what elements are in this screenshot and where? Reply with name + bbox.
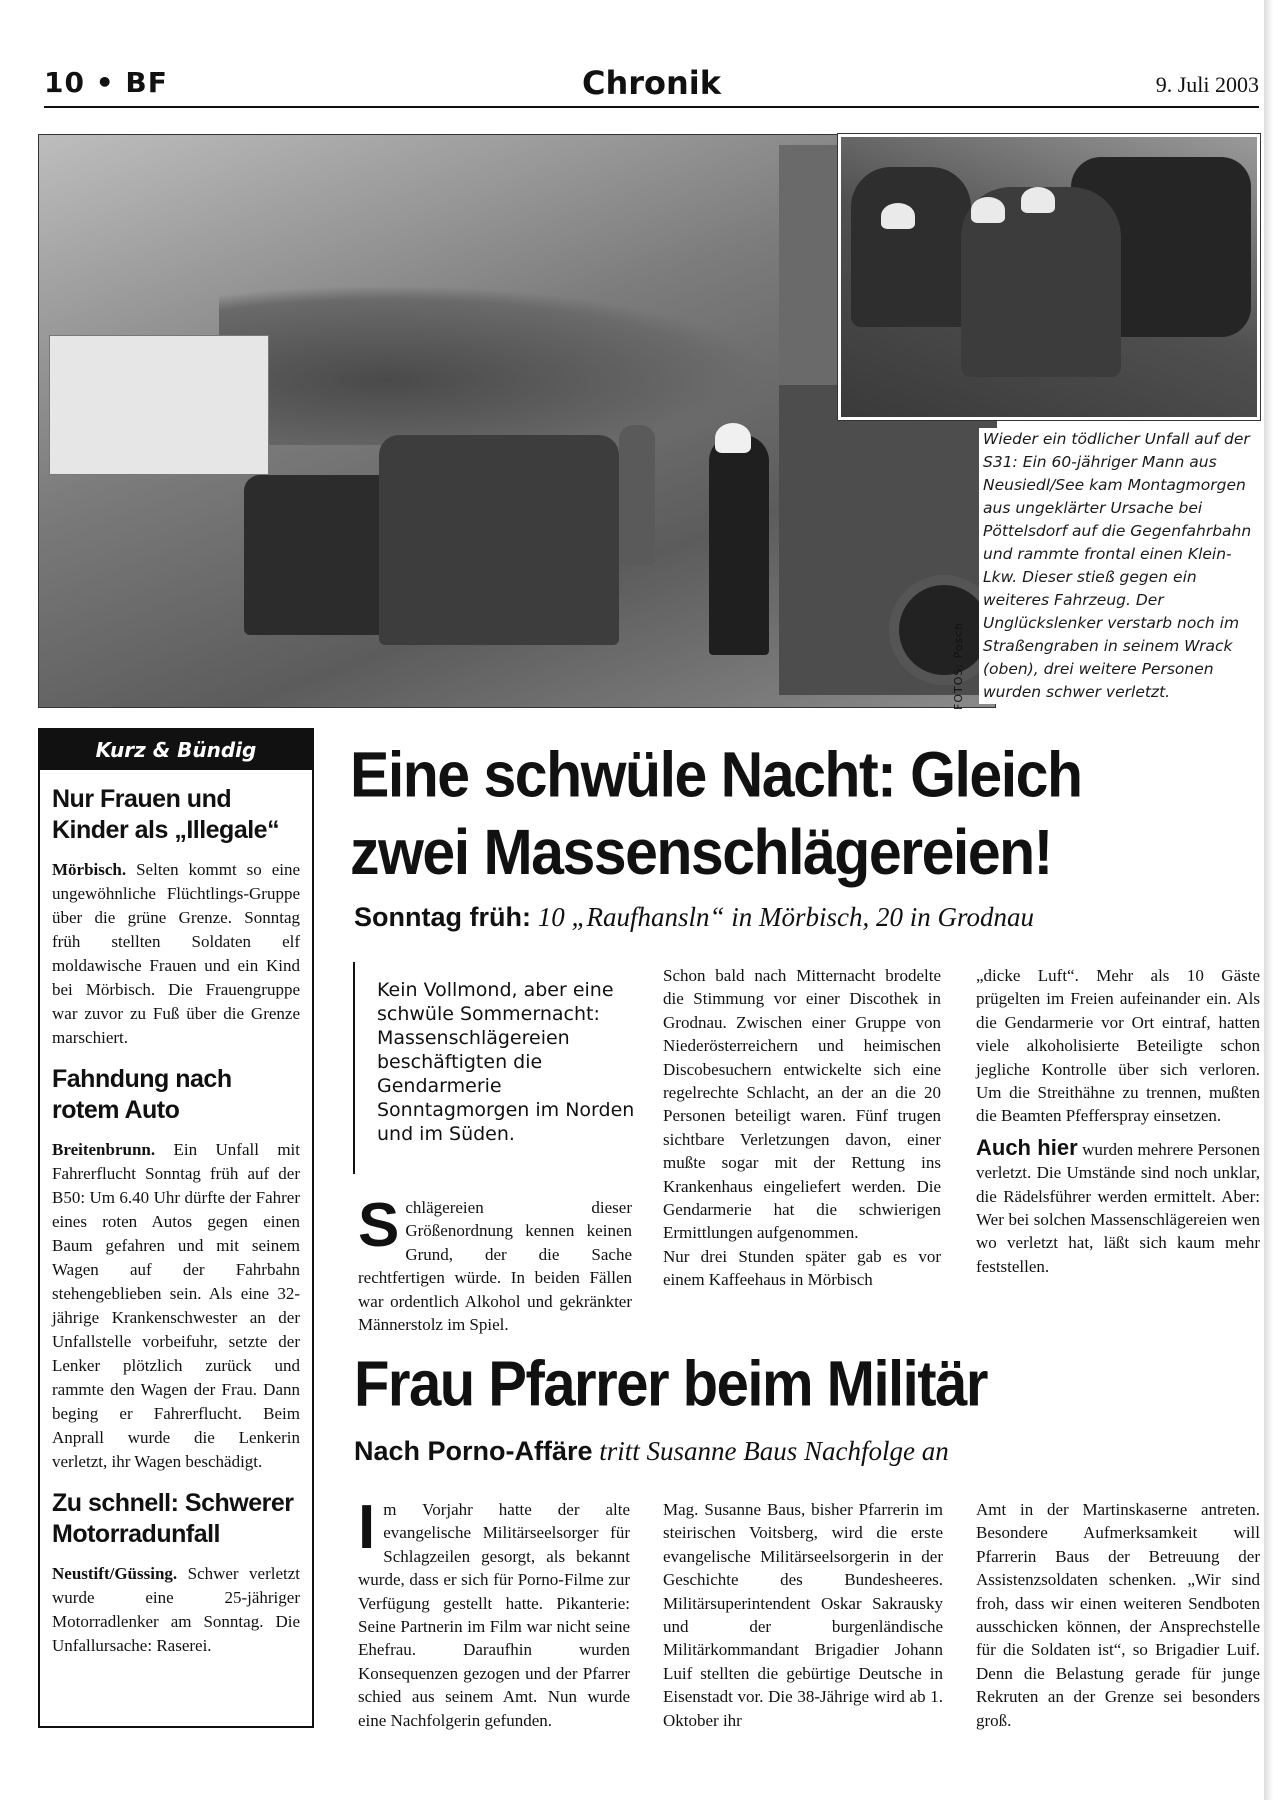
article-column (976, 964, 1260, 1278)
helmet (1021, 187, 1055, 213)
subheadline-bold: Nach Porno-Affäre (354, 1436, 593, 1466)
sidebar-text (40, 1562, 312, 1658)
helmet (971, 197, 1005, 223)
helmet (881, 203, 915, 229)
paragraph: Nur drei Stunden später gab es vor einem Kaffeehaus in Mörbisch (663, 1246, 941, 1290)
headline-line: Eine schwüle Nacht: Gleich (350, 739, 1082, 811)
drop-cap: I (358, 1493, 376, 1562)
bystander (619, 425, 655, 565)
article-column: Mag. Susanne Baus, bisher Pfarrerin im steirischen Voitsberg, wird die erste evangelische Militärseelsorgerin in der Geschichte des Bundesheeres. Militärsuperintendent Oskar Sakrausky und der burgenländische Militärkommandant Brigadier Johann Luif stellten die gebürtige Deutsche in Eisenstadt vor. Die 38-Jährige wird ab 1. Oktober ihr (663, 1500, 943, 1730)
dateline: Mörbisch. (52, 860, 127, 879)
issue-date: 9. Juli 2003 (1155, 72, 1259, 97)
dateline: Breitenbrunn. (52, 1140, 156, 1159)
dateline: Neustift/Güssing. (52, 1564, 178, 1583)
paragraph: Schon bald nach Mitternacht brodelte die Stimmung vor einer Discothek in Grodnau. Zwischen einer Gruppe von Niederösterreichern und heimischen Discobesuchern entwickelte sich eine regelrechte Schlacht, an der an die 20 Personen beteiligt waren. Fünf trugen sichtbare Verletzungen davon, einer mußte sogar mit der Rettung ins Krankenhaus eingeliefert werden. Die Gendarmerie hat die schwierigen Ermittlungen aufgenommen. (663, 966, 941, 1243)
truck (49, 335, 269, 475)
article-column (358, 1493, 630, 1732)
subheadline-bold: Sonntag früh: (354, 902, 531, 932)
photo-caption: Wieder ein tödlicher Unfall auf der S31: Ein 60-jähriger Mann aus Neusiedl/See kam Montagmorgen aus ungeklärter Ursache bei Pöttelsdorf auf die Gegenfahrbahn und rammte frontal einen Klein-Lkw. Dieser stieß gegen ein weiteres Fahrzeug. Der Unglückslenker verstarb noch im Straßengraben in seinem Wrack (oben), drei weitere Personen wurden schwer verletzt. (979, 428, 1261, 704)
headline-pastor: Frau Pfarrer beim Militär (354, 1348, 987, 1420)
item-text: Selten kommt so eine ungewöhnliche Flüchtlings-Gruppe über die grüne Grenze. Sonntag früh stellten Soldaten elf moldawische Frauen und ein Kind bei Mörbisch. Die Frauengruppe war zuvor zu Fuß über die Grenze marschiert. (52, 860, 301, 1047)
trees (219, 285, 779, 445)
sidebar-headline: Zu schnell: Schwerer Motorradunfall (52, 1489, 294, 1548)
page-header (44, 56, 1259, 108)
lead-box: Kein Vollmond, aber eine schwüle Sommernacht: Massenschlägereien beschäftigten die Gendarmerie Sonntagmorgen im Norden und im Süden. (353, 962, 635, 1174)
sidebar-title: Kurz & Bündig (40, 730, 312, 770)
page-edge (1264, 0, 1287, 1800)
headline-line: zwei Massenschlägereien! (350, 817, 1052, 889)
article-column: Amt in der Martinskaserne antreten. Besondere Aufmerksamkeit will Pfarrerin Baus der Betreuung der Assistenzsoldaten schenken. „Wir sind froh, dass wir einen weiteren Sendboten ausschicken können, der Ansprechstelle für die Soldaten ist“, so Brigadier Luif. Denn die Belastung gerade für junge Rekruten an der Grenze sei besonders groß. (976, 1500, 1260, 1730)
paragraph: „dicke Luft“. Mehr als 10 Gäste prügelten im Freien aufeinander ein. Als die Gendarmerie vor Ort eintraf, hatten viele alkoholisierte Beteiligte schon jegliche Kontrolle über sich verloren. Um die Streithähne zu trennen, mußten die Beamten Pfefferspray einsetzen. (976, 966, 1260, 1126)
article-column (663, 964, 941, 1292)
page-number: 10 • BF (44, 66, 168, 99)
subheadline-italic: 10 „Raufhansln“ in Mörbisch, 20 in Grodnau (530, 902, 1035, 932)
subheadline-brawls (354, 902, 1254, 933)
run-in-head: Auch hier (976, 1134, 1078, 1160)
column-text: chlägereien dieser Größenordnung kennen keinen Grund, der die Sache rechtfertigen würde. In beiden Fällen war ordentlich Alkohol und gekränkter Männerstolz im Spiel. (358, 1198, 632, 1335)
wreck-rescue-photo (838, 134, 1260, 420)
wrecked-car (379, 435, 619, 645)
paragraph (976, 1136, 1260, 1278)
item-text: Schwer verletzt wurde eine 25-jähriger Motorradlenker am Sonntag. Die Unfallursache: Raserei. (52, 1564, 300, 1655)
subheadline-pastor (354, 1436, 1254, 1467)
sidebar-headline: Fahndung nach rotem Auto (52, 1065, 232, 1124)
section-title: Chronik (581, 64, 722, 102)
column-text: m Vorjahr hatte der alte evangelische Militärseelsorger für Schlagzeilen gesorgt, als bekannt wurde, dass er sich für Porno-Filme zur Verfügung gestellt hatte. Pikanterie: Seine Partnerin im Film war nicht seine Ehefrau. Daraufhin wurden Konsequenzen gezogen und der Pfarrer schied aus seinem Amt. Nun wurde eine Nachfolgerin gefunden. (358, 1500, 630, 1730)
article-column (358, 1191, 632, 1336)
firefighter (709, 435, 769, 655)
wrecked-car-left (244, 475, 394, 635)
helmet (715, 423, 751, 453)
sidebar-headline: Nur Frauen und Kinder als „Illegale“ (52, 785, 280, 844)
paragraph-text: wurden mehrere Personen verletzt. Die Umstände sind noch unklar, die Rädelsführer werden ermittelt. Aber: Wer bei solchen Massenschlägereien wen wo verletzt hat, läßt sich kaum mehr feststellen. (976, 1139, 1260, 1276)
sidebar-text (40, 1138, 312, 1474)
headline-brawls (350, 736, 1250, 892)
firefighter (851, 167, 971, 327)
photo-credit: FOTOS: Posch (952, 621, 965, 710)
item-text: Ein Unfall mit Fahrerflucht Sonntag früh auf der B50: Um 6.40 Uhr dürfte der Fahrer eines roten Autos gegen einen Baum gefahren und mit seinem Wagen auf der Fahrbahn stehengeblieben sein. Als eine 32-jährige Krankenschwester an der Unfallstelle vorbeifuhr, setzte der Lenker plötzlich zurück und rammte den Wagen der Frau. Dann beging er Fahrerflucht. Beim Anprall wurde die Lenkerin verletzt, ihr Wagen beschädigt. (52, 1140, 300, 1471)
subheadline-italic: tritt Susanne Baus Nachfolge an (592, 1436, 949, 1466)
drop-cap: S (358, 1191, 400, 1260)
sidebar-text (40, 858, 312, 1050)
news-sidebar (38, 728, 314, 1728)
